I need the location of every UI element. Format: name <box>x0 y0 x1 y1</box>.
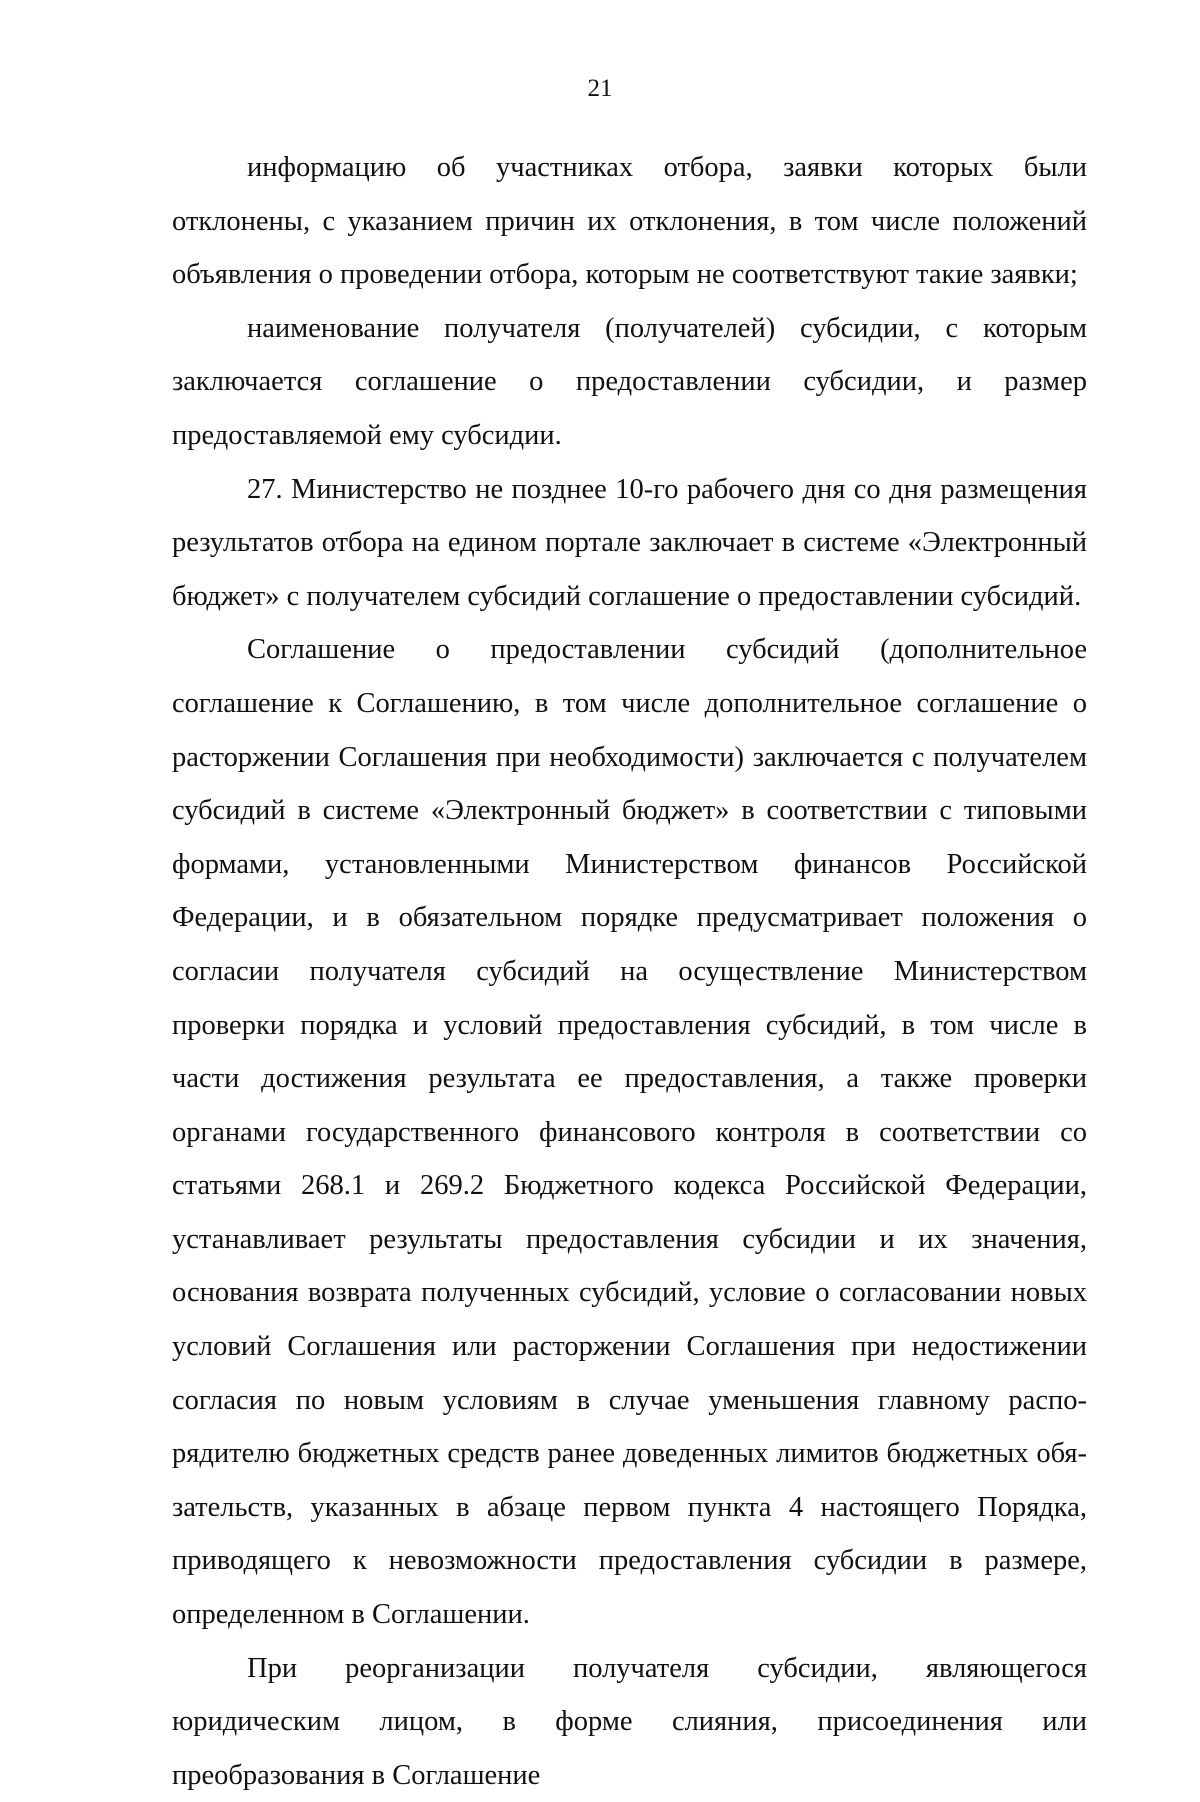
page-number: 21 <box>587 75 613 102</box>
paragraph-rejected-applicants: информацию об участниках отбора, заявки которых были отклонены, с указанием причин их отклонения, в том числе положений объявления о проведении отбора, которым не соответствуют такие заявки; <box>172 152 1087 291</box>
paragraph-item-27: 27. Министерство не позднее 10-го рабочего дня со дня размещения результатов отбора на едином портале заключает в системе «Электронный бюджет» с получателем субсидий соглашение о предоставлении субсидий. <box>172 473 1087 612</box>
paragraph-recipient-name: наименование получателя (получателей) субсидии, с которым заключается соглашение о предоставлении субсидии, и размер предоставляемой ему субсидии. <box>172 312 1087 451</box>
paragraph-agreement-terms: Соглашение о предоставлении субсидий (дополнительное соглашение к Соглашению, в том числе дополнительное соглашение о расторжении Соглашения при необходимости) заключается с получателем субсидий в системе «Электронный бюджет» в соответствии с типовыми формами, установленными Министерством финансов Российской Федерации, и в обязательном порядке предусматривает положения о согласии получателя субсидий на осуществление Министерством проверки порядка и условий предоставления субсидий, в том числе в части достижения результата ее предоставления, а также проверки органами государственного финансового контроля в соответствии со статьями 268.1 и 269.2 Бюджетного кодекса Российской Федерации, устанавливает результаты предоставления субсидии и их значения, основания возврата полученных субсидий, условие о согласовании новых условий Соглашения или расторжении Соглашения при недостижении согласия по новым условиям в случае уменьшения главному распорядителю бюджетных средств ранее доведенных лимитов бюджетных обязательств, указанных в абзаце первом пункта 4 настоящего Порядка, приводящего к невозможности предоставления субсидии в размере, определенном в Соглашении. <box>172 634 1087 1631</box>
document-body <box>172 141 1087 1802</box>
paragraph-reorganization: При реорганизации получателя субсидии, являющегося юридическим лицом, в форме слияния, присоединения или преобразования в Соглашение <box>172 1652 1087 1791</box>
